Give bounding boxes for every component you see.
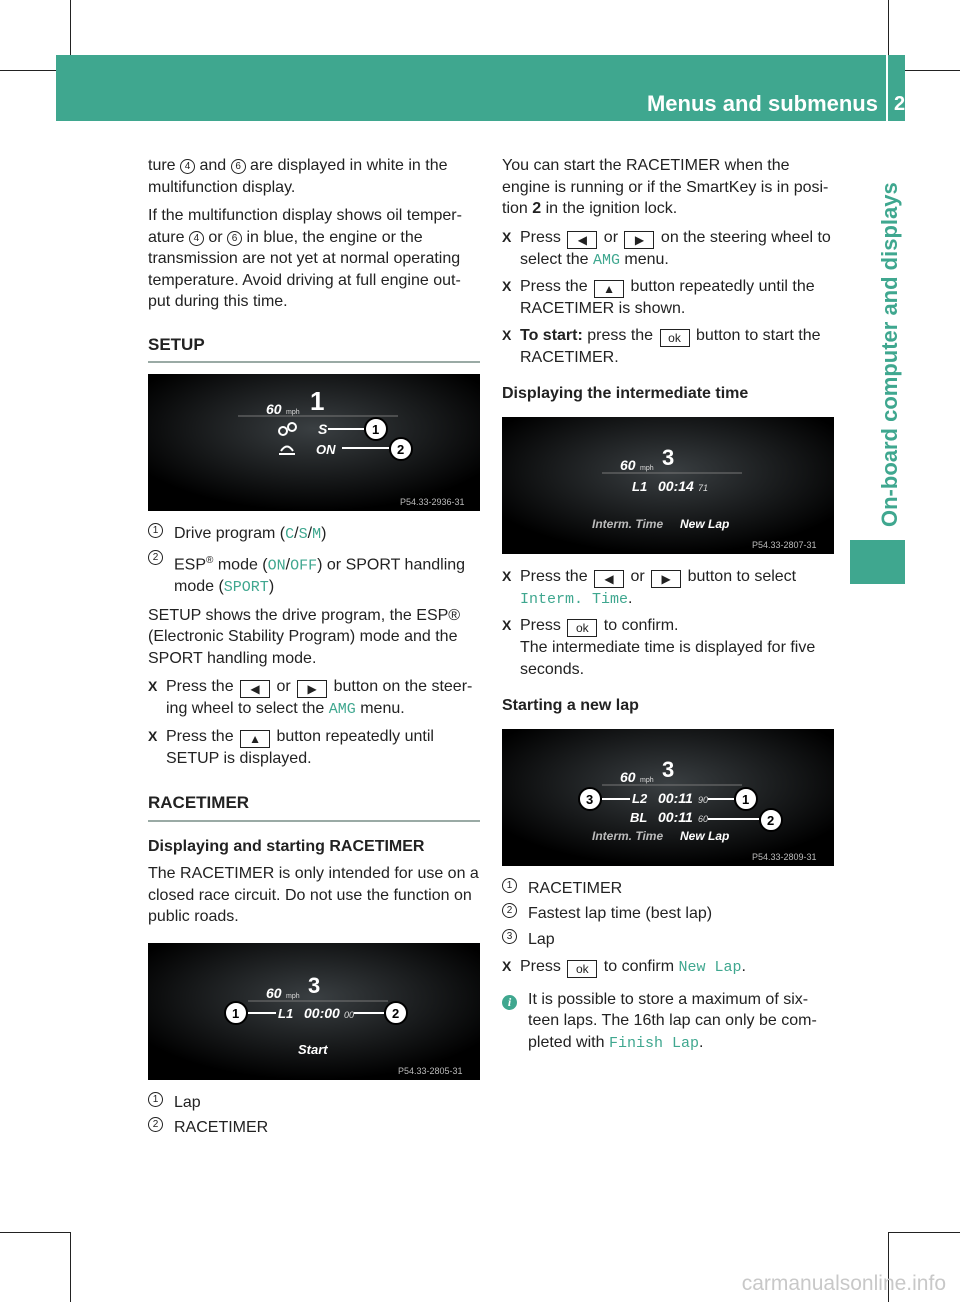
up-arrow-key-icon: ▲: [594, 280, 624, 298]
svg-text:3: 3: [586, 791, 594, 807]
legend-item-2: 2 Fastest lap time (best lap): [502, 903, 834, 925]
lap-label: L1: [278, 1005, 294, 1021]
instruction-step: X Press ◀ or ▶ on the steering wheel to select the AMG menu.: [502, 228, 831, 269]
intermediate-time-image: [502, 417, 834, 554]
new-lap-softkey: New Lap: [680, 828, 730, 843]
legend-item-1: 1 Lap: [148, 1092, 480, 1114]
crop-mark: [888, 1232, 960, 1233]
instruction-step: X Press the ▲ button repeatedly until the RACETIMER is shown.: [502, 278, 815, 317]
instruction-step: X Press the ◀ or ▶ button to select Interm. Time.: [502, 567, 797, 608]
image-reference: P54.33-2805-31: [398, 1065, 463, 1076]
crop-mark: [70, 1232, 71, 1302]
left-column: [148, 155, 480, 1143]
gear-indicator: 3: [662, 756, 675, 782]
ok-key-icon: ok: [567, 960, 597, 978]
info-icon: i: [502, 995, 517, 1010]
svg-text:90: 90: [698, 794, 709, 805]
ok-key-icon: ok: [660, 329, 690, 347]
esp-value: ON: [316, 442, 336, 457]
lap-label: L1: [632, 478, 648, 494]
gear-indicator: 1: [310, 386, 325, 416]
lap-label: L2: [632, 790, 648, 806]
svg-text:60: 60: [266, 984, 282, 1001]
up-arrow-key-icon: ▲: [240, 730, 270, 748]
lap-time: 00:11: [658, 789, 693, 806]
callout-4: 4: [180, 159, 195, 174]
svg-text:60: 60: [620, 456, 636, 473]
best-lap-label: BL: [630, 809, 648, 825]
subsection-heading: Displaying the intermediate time: [502, 385, 749, 402]
watermark: carmanualsonline.info: [741, 1272, 946, 1295]
new-lap-image: [502, 729, 834, 866]
svg-text:60: 60: [620, 768, 636, 785]
image-reference: P54.33-2807-31: [752, 539, 817, 550]
legend-item-2: 2 ESP® mode (ON/OFF) or SPORT handling mode (SPORT): [148, 550, 480, 599]
right-arrow-key-icon: ▶: [297, 680, 327, 698]
info-note: i It is possible to store a maximum of six- teen laps. The 16th lap can only be com- pleted with Finish Lap.: [502, 989, 834, 1055]
right-column: [502, 155, 834, 1059]
image-reference: P54.33-2936-31: [400, 497, 465, 507]
speed-value: 60: [266, 401, 282, 417]
svg-text:00: 00: [344, 1009, 355, 1020]
instruction-step: X Press ok to confirm New Lap.: [502, 958, 746, 976]
header-bar: [56, 55, 928, 121]
left-arrow-key-icon: ◀: [567, 231, 597, 249]
gear-indicator: 3: [662, 444, 675, 470]
svg-text:2: 2: [397, 442, 405, 457]
svg-text:1: 1: [742, 791, 750, 807]
left-arrow-key-icon: ◀: [594, 570, 624, 588]
intro-paragraph-2: If the multifunction display shows oil temper- ature 4 or 6 in blue, the engine or the transmission are not yet at normal operating temperature. Avoid driving at full engine out- put during this time.: [148, 207, 462, 310]
legend-item-2: 2 RACETIMER: [148, 1117, 480, 1139]
interm-time-softkey: Interm. Time: [592, 828, 664, 843]
side-tab-label: On-board computer and displays: [877, 182, 902, 527]
instruction-step: X Press the ◀ or ▶ button on the steer- ing wheel to select the AMG menu.: [148, 678, 473, 719]
svg-text:2: 2: [392, 1005, 400, 1021]
setup-display-image: [148, 374, 480, 511]
legend-item-1: 1 Drive program (C/S/M): [148, 523, 480, 546]
crop-mark: [0, 1232, 70, 1233]
intro-paragraph: ture 4 and 6 are displayed in white in the multifunction display.: [148, 157, 448, 196]
svg-text:mph: mph: [640, 464, 654, 472]
page-number: 209: [894, 93, 928, 115]
page-title: Menus and submenus: [646, 91, 878, 116]
setup-paragraph: SETUP shows the drive program, the ESP® (Electronic Stability Program) mode and the SPORT handling mode.: [148, 606, 461, 667]
subsection-heading: Displaying and starting RACETIMER: [148, 837, 425, 855]
section-heading-racetimer: RACETIMER: [148, 792, 480, 822]
gear-indicator: 3: [308, 972, 321, 998]
svg-text:1: 1: [232, 1005, 240, 1021]
header-divider: [886, 55, 888, 121]
svg-text:71: 71: [698, 482, 709, 493]
instruction-step: X Press the ▲ button repeatedly until SETUP is displayed.: [148, 727, 434, 767]
left-arrow-key-icon: ◀: [240, 680, 270, 698]
legend-item-1: 1 RACETIMER: [502, 878, 834, 900]
svg-text:mph: mph: [286, 409, 300, 416]
right-arrow-key-icon: ▶: [651, 570, 681, 588]
instruction-step: X Press ok to confirm. The intermediate time is displayed for five seconds.: [502, 617, 816, 678]
lap-time: 00:14: [658, 477, 694, 494]
racetimer-paragraph: The RACETIMER is only intended for use on a closed race circuit. Do not use the function on public roads.: [148, 865, 479, 926]
best-lap-time: 00:11: [658, 808, 693, 825]
svg-text:1: 1: [372, 422, 380, 437]
racetimer-intro: You can start the RACETIMER when the engine is running or if the SmartKey is in posi- tion 2 in the ignition lock.: [502, 157, 829, 217]
image-reference: P54.33-2809-31: [752, 851, 817, 862]
callout-6: 6: [231, 159, 246, 174]
svg-text:mph: mph: [640, 776, 654, 784]
svg-text:mph: mph: [286, 992, 300, 1000]
racetimer-start-image: [148, 943, 480, 1080]
svg-text:60: 60: [698, 813, 709, 824]
section-heading-setup: SETUP: [148, 334, 480, 364]
side-tab-block: [850, 540, 905, 584]
drive-mode-value: S: [318, 421, 328, 437]
lap-time: 00:00: [304, 1004, 340, 1021]
interm-time-softkey: Interm. Time: [592, 516, 664, 531]
new-lap-softkey: New Lap: [680, 516, 730, 531]
start-softkey: Start: [298, 1041, 328, 1057]
instruction-step: X To start: press the ok button to start the RACETIMER.: [502, 326, 821, 366]
right-arrow-key-icon: ▶: [624, 231, 654, 249]
svg-text:2: 2: [767, 812, 775, 828]
legend-item-3: 3 Lap: [502, 929, 834, 951]
ok-key-icon: ok: [567, 619, 597, 637]
subsection-heading: Starting a new lap: [502, 697, 639, 714]
